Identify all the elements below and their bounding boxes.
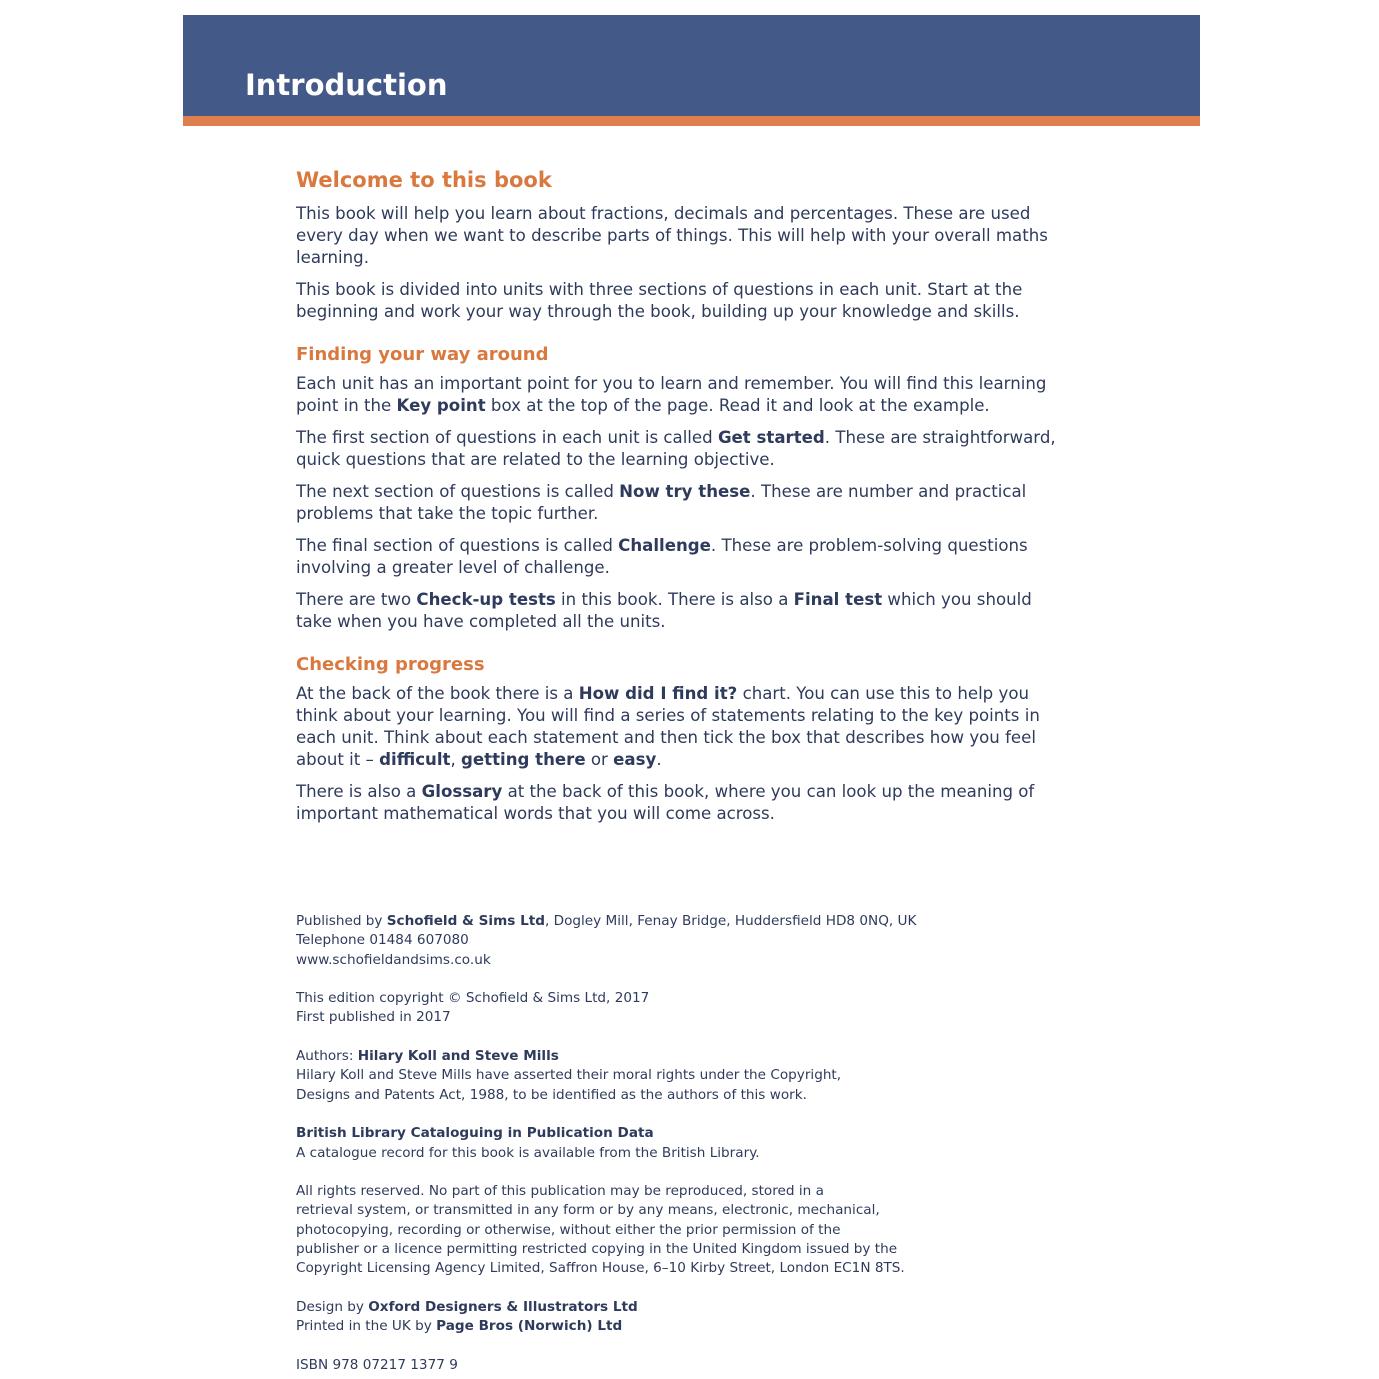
text-run: box at the top of the page. Read it and look at the example. bbox=[485, 396, 990, 415]
text-run: . These are straightforward, quick questions that are related to the learning objective. bbox=[296, 428, 1056, 469]
page-title: Introduction bbox=[245, 68, 448, 102]
copyright-info bbox=[296, 989, 996, 1028]
welcome-paragraph-1: This book will help you learn about fractions, decimals and percentages. These are used every day when we want to describe parts of things. This will help with your overall maths learning. bbox=[296, 204, 1048, 267]
cip-heading bbox=[296, 1124, 996, 1143]
now-try-these-term: Now try these bbox=[619, 482, 751, 501]
finding-heading: Finding your way around bbox=[296, 344, 549, 365]
design-line bbox=[296, 1298, 996, 1317]
production-info bbox=[296, 1298, 996, 1337]
header-accent-stripe bbox=[183, 116, 1200, 126]
difficult-term: difficult bbox=[379, 750, 451, 769]
published-by-line bbox=[296, 912, 996, 931]
text-run: which you should take when you have completed all the units. bbox=[296, 590, 1032, 631]
text-run: . bbox=[656, 750, 662, 769]
header-band bbox=[183, 15, 1200, 116]
get-started-term: Get started bbox=[717, 428, 825, 447]
glossary-term: Glossary bbox=[421, 782, 503, 801]
text-run: There are two bbox=[296, 590, 417, 609]
moral-rights-line-1: Hilary Koll and Steve Mills have asserted their moral rights under the Copyright, bbox=[296, 1067, 842, 1084]
text-run: Printed in the UK by bbox=[296, 1318, 437, 1335]
text-run: . These are number and practical problems that take the topic further. bbox=[296, 482, 1027, 523]
text-run: The final section of questions is called bbox=[296, 536, 619, 555]
finding-paragraph-tests bbox=[296, 589, 1071, 633]
designer-name: Oxford Designers & Illustrators Ltd bbox=[368, 1298, 638, 1315]
checking-heading: Checking progress bbox=[296, 654, 485, 675]
cip-heading-text: British Library Cataloguing in Publication Data bbox=[296, 1125, 654, 1142]
text-run: at the back of this book, where you can look up the meaning of important mathematical words that you will come across. bbox=[296, 782, 1035, 823]
welcome-heading: Welcome to this book bbox=[296, 168, 552, 192]
authors-line bbox=[296, 1047, 996, 1066]
text-run: Authors: bbox=[296, 1048, 358, 1065]
text-run: , bbox=[450, 750, 462, 769]
publisher-address: , Dogley Mill, Fenay Bridge, Huddersfield HD8 0NQ, UK bbox=[544, 913, 917, 929]
moral-rights-line-2: Designs and Patents Act, 1988, to be identified as the authors of this work. bbox=[296, 1086, 807, 1103]
website-line: www.schofieldandsims.co.uk bbox=[296, 951, 491, 968]
checking-paragraph-chart bbox=[296, 683, 1071, 771]
checking-paragraph-glossary bbox=[296, 781, 1071, 825]
publisher-name: Schofield & Sims Ltd bbox=[386, 913, 545, 929]
welcome-paragraph-2: This book is divided into units with three sections of questions in each unit. Start at the beginning and work your way through the book, building up your knowledge and skills. bbox=[296, 280, 1023, 321]
text-run: Design by bbox=[296, 1298, 369, 1315]
cip-text: A catalogue record for this book is available from the British Library. bbox=[296, 1144, 760, 1161]
easy-term: easy bbox=[613, 750, 657, 769]
rights-line-3: photocopying, recording or otherwise, without either the prior permission of the bbox=[296, 1221, 841, 1238]
main-content bbox=[296, 166, 1071, 835]
challenge-term: Challenge bbox=[618, 536, 711, 555]
getting-there-term: getting there bbox=[461, 750, 586, 769]
text-run: At the back of the book there is a bbox=[296, 684, 579, 703]
rights-line-5: Copyright Licensing Agency Limited, Saffron House, 6–10 Kirby Street, London EC1N 8TS. bbox=[296, 1260, 905, 1277]
text-run: Each unit has an important point for you to learn and remember. You will find this learning point in the bbox=[296, 374, 1047, 415]
text-run: or bbox=[585, 750, 614, 769]
finding-paragraph-now-try-these bbox=[296, 481, 1071, 525]
publisher-info bbox=[296, 912, 996, 970]
rights-line-1: All rights reserved. No part of this publication may be reproduced, stored in a bbox=[296, 1183, 824, 1200]
cip-info bbox=[296, 1124, 996, 1163]
copyright-line: This edition copyright © Schofield & Sims Ltd, 2017 bbox=[296, 990, 650, 1007]
rights-line-2: retrieval system, or transmitted in any form or by any means, electronic, mechanical, bbox=[296, 1202, 880, 1219]
text-run: in this book. There is also a bbox=[555, 590, 794, 609]
authors-names: Hilary Koll and Steve Mills bbox=[357, 1048, 559, 1065]
authors-info bbox=[296, 1047, 996, 1105]
text-run: chart. You can use this to help you think about your learning. You will find a series of statements relating to the key points in each unit. Think about each statement and then tick the box that describes how you feel about it – bbox=[296, 684, 1040, 769]
printer-name: Page Bros (Norwich) Ltd bbox=[436, 1318, 623, 1335]
how-did-i-find-it-term: How did I find it? bbox=[578, 684, 738, 703]
finding-paragraph-get-started bbox=[296, 427, 1071, 471]
printed-line bbox=[296, 1317, 996, 1336]
text-run: There is also a bbox=[296, 782, 422, 801]
check-up-tests-term: Check-up tests bbox=[416, 590, 556, 609]
finding-paragraph-challenge bbox=[296, 535, 1071, 579]
rights-info bbox=[296, 1182, 996, 1278]
finding-paragraph-key-point bbox=[296, 373, 1071, 417]
rights-line-4: publisher or a licence permitting restricted copying in the United Kingdom issued by the bbox=[296, 1241, 898, 1258]
text-run: Published by bbox=[296, 913, 387, 929]
isbn-line: ISBN 978 07217 1377 9 bbox=[296, 1356, 458, 1373]
first-published-line: First published in 2017 bbox=[296, 1009, 451, 1026]
text-run: . These are problem-solving questions involving a greater level of challenge. bbox=[296, 536, 1028, 577]
text-run: The next section of questions is called bbox=[296, 482, 620, 501]
telephone-line: Telephone 01484 607080 bbox=[296, 932, 469, 949]
imprint-block bbox=[296, 912, 996, 1375]
text-run: The first section of questions in each unit is called bbox=[296, 428, 718, 447]
final-test-term: Final test bbox=[793, 590, 883, 609]
key-point-term: Key point bbox=[396, 396, 486, 415]
